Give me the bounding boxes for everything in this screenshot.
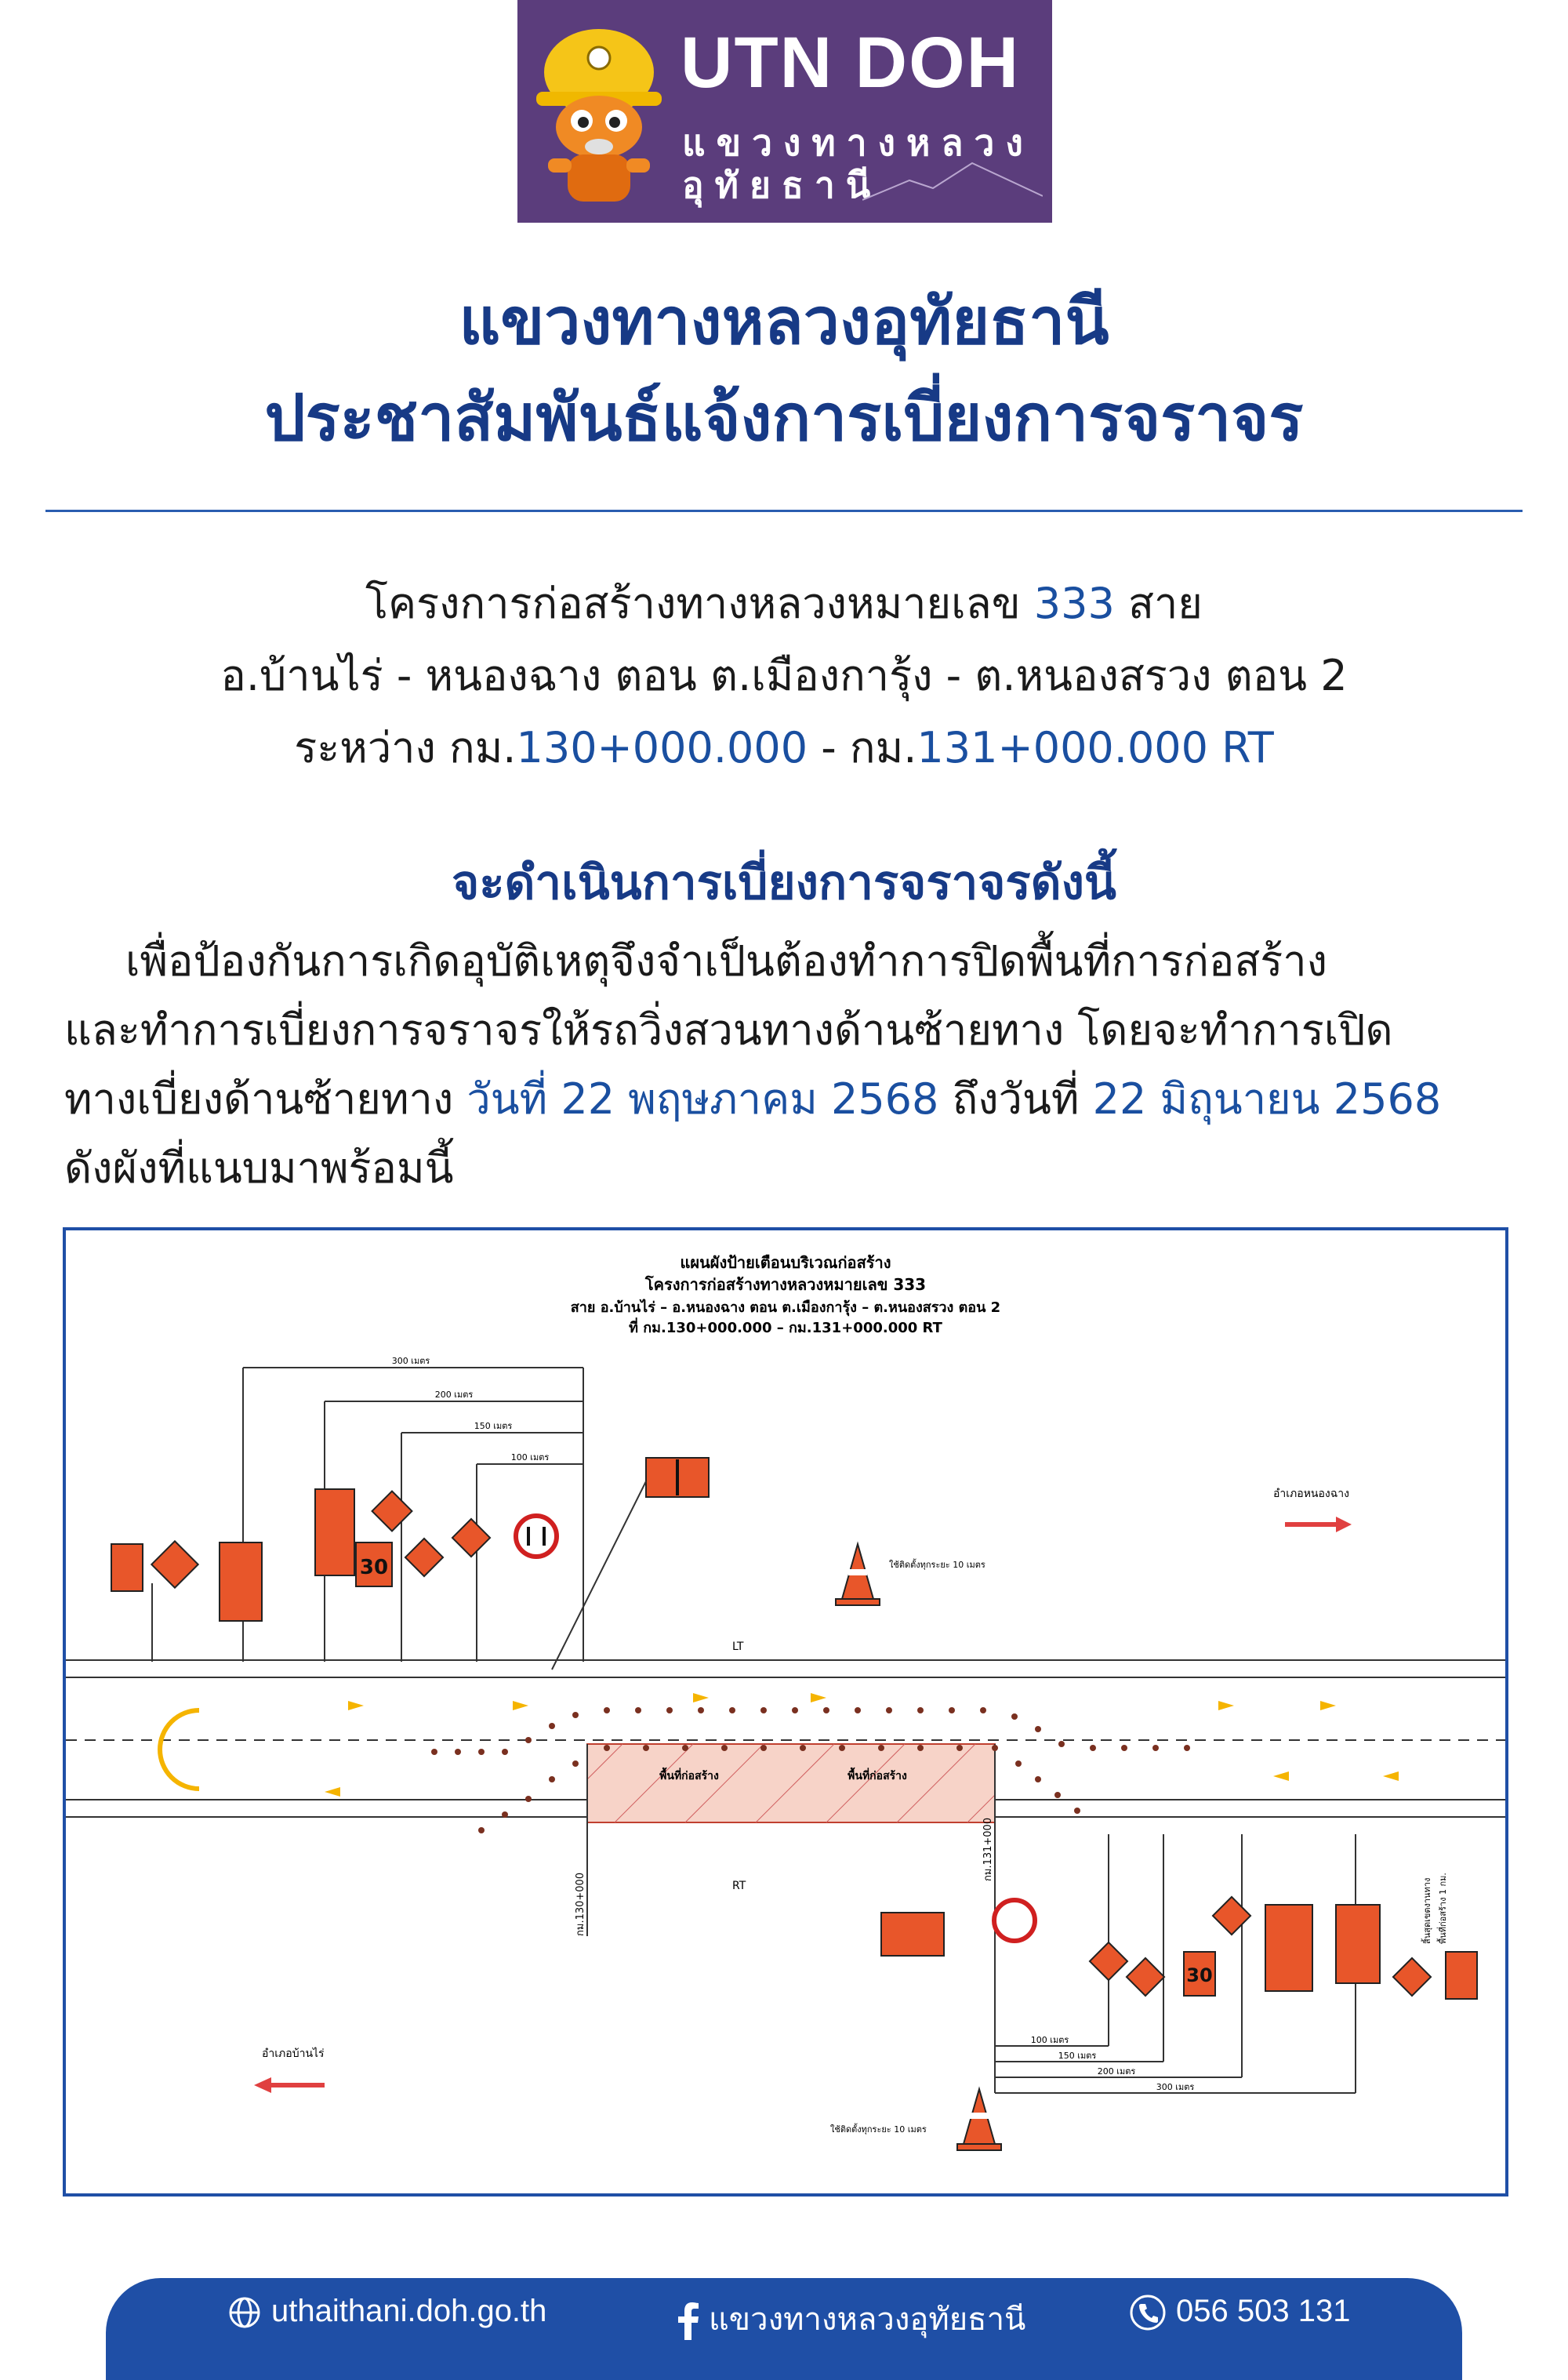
diagram-heading-1: แผนผังป้ายเตือนบริเวณก่อสร้าง: [680, 1253, 891, 1272]
lane-lt-label: LT: [732, 1641, 744, 1653]
km-131-label: กม.131+000: [982, 1817, 994, 1881]
project-line-2: อ.บ้านไร่ - หนองฉาง ตอน ต.เมืองการุ้ง - ต.หนองสรวง ตอน 2: [220, 651, 1348, 700]
diagram-heading-3: สาย อ.บ้านไร่ – อ.หนองฉาง ตอน ต.เมืองการุ้ง – ต.หนองสรวง ตอน 2: [570, 1299, 1001, 1316]
warning-signs-right: [881, 1834, 1477, 2093]
construction-zone: [587, 1744, 995, 1822]
direction-label-right: อำเภอหนองฉาง: [1273, 1488, 1349, 1500]
logo-brand-text: UTN DOH: [681, 23, 1021, 103]
u-turn-icon: [160, 1710, 199, 1789]
dist-200-label-bottom: 200 เมตร: [1097, 2066, 1136, 2077]
cone-note-top: ใช้ติดตั้งทุกระยะ 10 เมตร: [889, 1560, 985, 1570]
dist-150-label: 150 เมตร: [474, 1421, 513, 1431]
notice-subtitle: จะดำเนินการเบี่ยงการจราจรดังนี้: [452, 856, 1116, 910]
phone-icon: [1129, 2294, 1167, 2331]
warning-signs-left: [111, 1489, 557, 1621]
dist-150-label-bottom: 150 เมตร: [1058, 2051, 1097, 2061]
project-line-3: ระหว่าง กม.130+000.000 - กม.131+000.000 RT: [294, 723, 1274, 772]
end-zone-note: สิ้นสุดเขตงานทาง: [1422, 1877, 1432, 1944]
diagram-heading-2: โครงการก่อสร้างทางหลวงหมายเลข 333: [644, 1275, 927, 1294]
dist-200-label: 200 เมตร: [434, 1390, 474, 1400]
direction-label-left: อำเภอบ้านไร่: [262, 2048, 325, 2060]
traffic-cone-bottom: [957, 2089, 1001, 2150]
traffic-diversion-diagram: [63, 1227, 1508, 2197]
mountain-icon: [862, 157, 1043, 204]
footer-facebook[interactable]: แขวงทางหลวงอุทัยธานี: [676, 2294, 1025, 2344]
page-title-line-1: แขวงทางหลวงอุทัยธานี: [459, 285, 1109, 359]
svg-text:30: 30: [1186, 1964, 1213, 1986]
traffic-cone-top: [836, 1544, 880, 1605]
arrow-left-icon: [254, 2077, 325, 2093]
logo-line-2: อุทัยธานี: [682, 164, 882, 206]
project-line-1: โครงการก่อสร้างทางหลวงหมายเลข 333 สาย: [365, 579, 1203, 628]
notice-line-2: และทำการเบี่ยงการจราจรให้รถวิ่งสวนทางด้านซ้ายทาง โดยจะทำการเปิด: [64, 1005, 1393, 1055]
notice-line-4: ดังผังที่แนบมาพร้อมนี้: [64, 1143, 454, 1193]
cone-note-bottom: ใช้ติดตั้งทุกระยะ 10 เมตร: [830, 2124, 927, 2135]
notice-line-3: ทางเบี่ยงด้านซ้ายทาง วันที่ 22 พฤษภาคม 2568 ถึงวันที่ 22 มิถุนายน 2568: [64, 1074, 1442, 1124]
dist-300-label-bottom: 300 เมตร: [1156, 2082, 1195, 2092]
page-title-line-2: ประชาสัมพันธ์แจ้งการเบี่ยงการจราจร: [264, 381, 1304, 456]
dist-300-label: 300 เมตร: [391, 1356, 430, 1366]
brand-logo: [517, 0, 1052, 223]
svg-text:30: 30: [359, 1556, 389, 1579]
dist-100-label: 100 เมตร: [510, 1452, 550, 1463]
arrow-right-icon: [1285, 1517, 1352, 1532]
mascot-engineer-icon: [521, 17, 677, 213]
construction-zone-label-2: พื้นที่ก่อสร้าง: [848, 1770, 907, 1782]
logo-line-1: แขวงทางหลวง: [682, 122, 1034, 164]
construction-zone-label-1: พื้นที่ก่อสร้าง: [659, 1770, 719, 1782]
globe-icon: [227, 2295, 262, 2330]
zone-1km-note: พื้นที่ก่อสร้าง 1 กม.: [1438, 1873, 1448, 1944]
facebook-icon: [676, 2302, 699, 2340]
lane-rt-label: RT: [732, 1880, 746, 1892]
footer-website[interactable]: uthaithani.doh.go.th: [227, 2294, 546, 2330]
km-130-label: กม.130+000: [575, 1872, 586, 1936]
barrier-top: [646, 1458, 709, 1497]
footer-phone[interactable]: 056 503 131: [1129, 2294, 1350, 2331]
notice-line-1: เพื่อป้องกันการเกิดอุบัติเหตุจึงจำเป็นต้องทำการปิดพื้นที่การก่อสร้าง: [125, 936, 1327, 986]
dist-100-label-bottom: 100 เมตร: [1030, 2035, 1069, 2045]
diagram-heading-4: ที่ กม.130+000.000 – กม.131+000.000 RT: [629, 1320, 942, 1336]
divider: [45, 510, 1523, 512]
